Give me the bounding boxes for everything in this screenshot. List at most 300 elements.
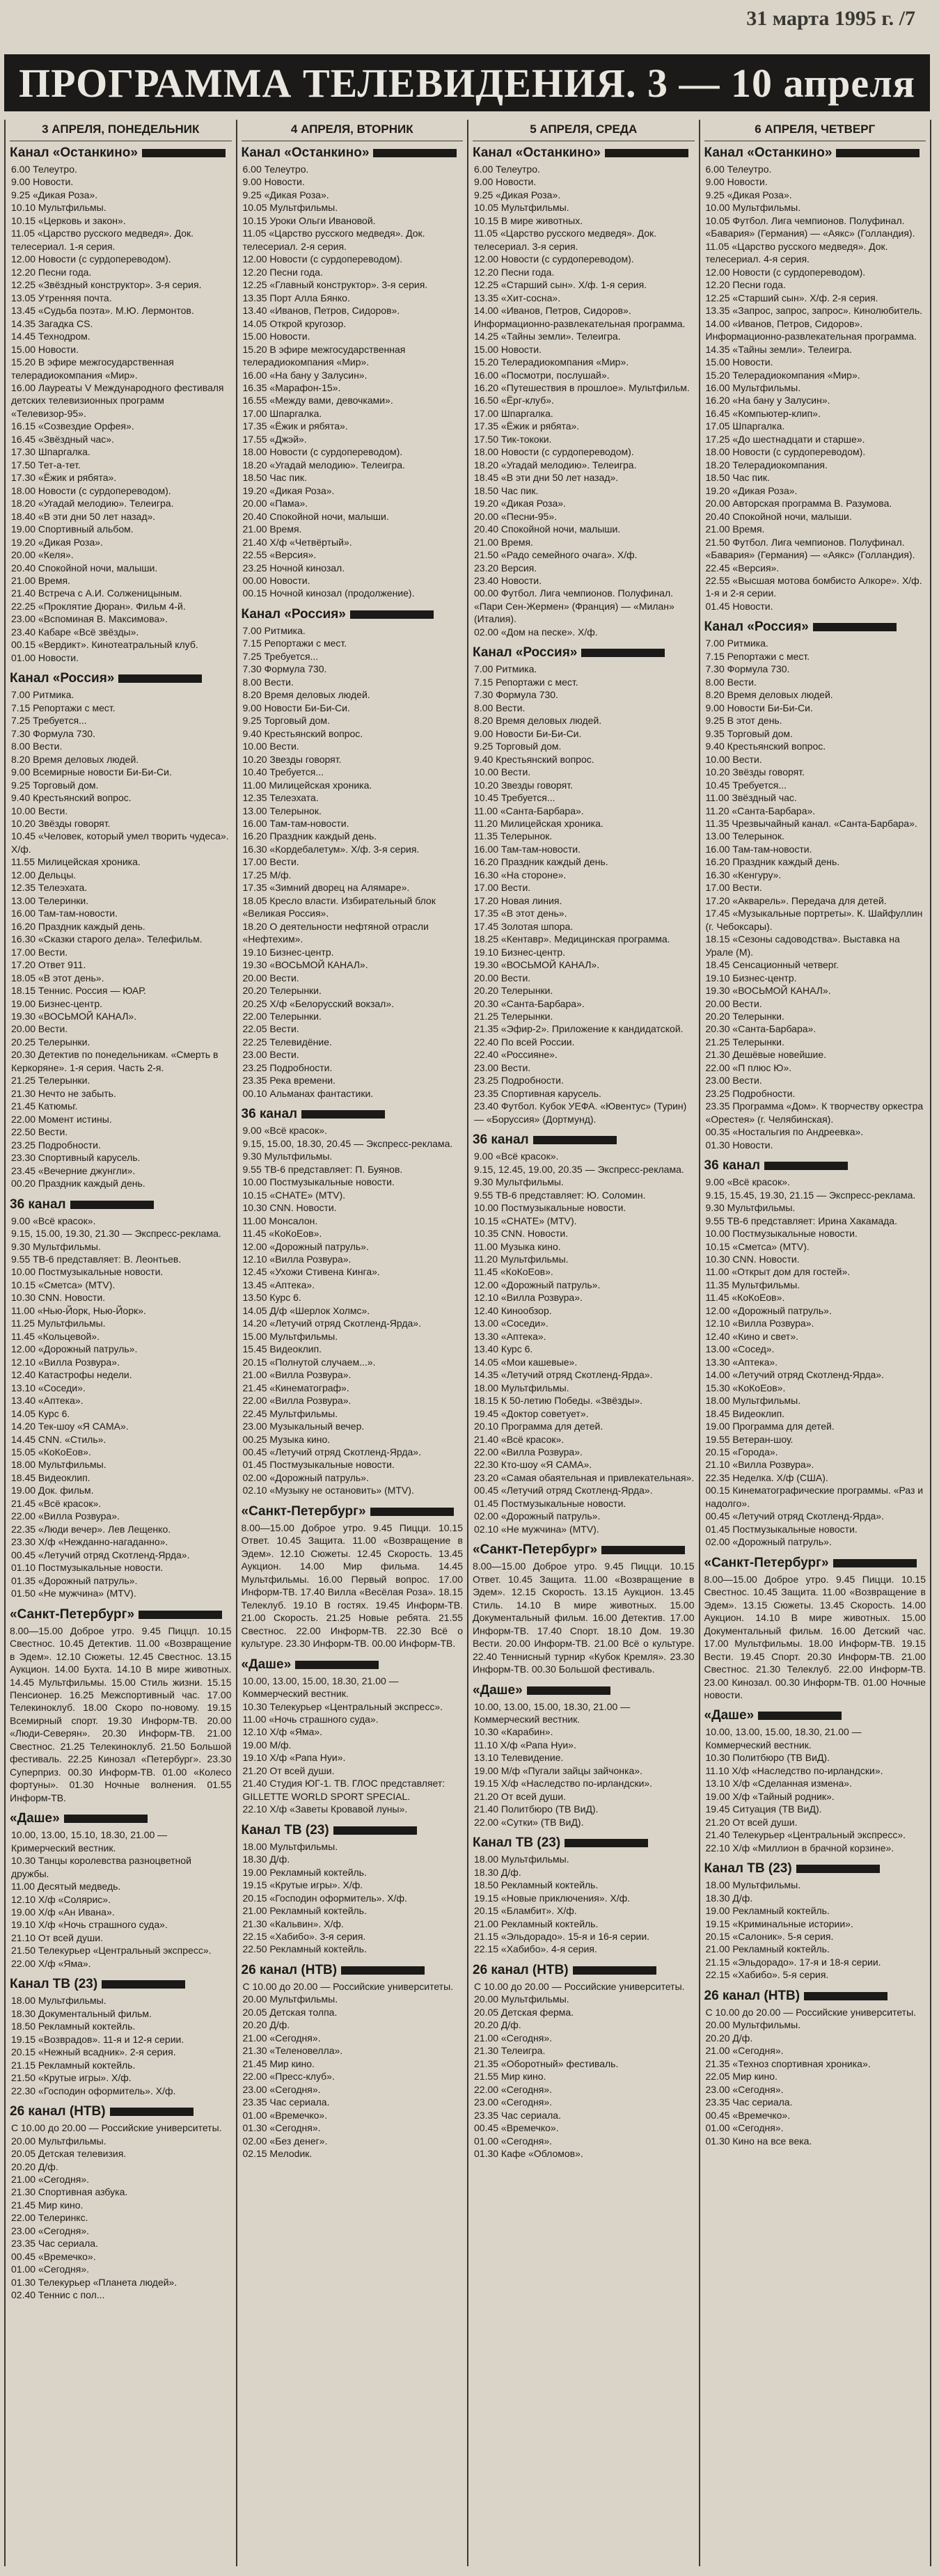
program-listing: 20.25 Телерынки.	[11, 1036, 90, 1048]
program-listing: 12.00 «Дорожный патруль».	[705, 1304, 832, 1316]
program-listing: 11.05 «Царство русского медведя». Док. телесериал. 3-я серия.	[474, 228, 657, 252]
program-listing: 20.15 «Нежный всадник». 2-я серия.	[11, 2046, 176, 2058]
program-listing: 02.00 «Дорожный патруль».	[474, 1510, 601, 1522]
program-listing: 01.45 Постмузыкальные новости.	[705, 1523, 858, 1535]
program-listing: 9.25 «Дикая Роза».	[11, 189, 98, 200]
program-listing: 18.00 Мультфильмы.	[11, 1459, 106, 1471]
program-listing: 20.00 «Песни-95».	[474, 510, 558, 522]
program-listing: 01.00 «Времечко».	[242, 2109, 328, 2121]
program-listing: 11.20 «Санта-Барбара».	[705, 805, 816, 816]
channel-block	[704, 145, 926, 613]
program-listing: 11.00 «Санта-Барбара».	[474, 805, 584, 816]
program-listing: 10.15 «СНАТЕ» (МТV).	[474, 1215, 577, 1226]
program-listing: 9.00 Новости.	[242, 176, 305, 188]
program-listing: 15.20 Телерадиокомпания «Мир».	[474, 356, 629, 368]
program-listing: 17.25 М/ф.	[242, 869, 292, 880]
program-listing: 12.00 Новости (с сурдопереводом).	[242, 253, 403, 265]
channel-block	[10, 1607, 232, 1805]
channel-rule	[565, 1839, 648, 1847]
program-listing: 21.45 Мир кино.	[242, 2057, 315, 2069]
day-column	[6, 120, 237, 2566]
program-listing: 15.00 Новости.	[705, 356, 773, 368]
program-listing: С 10.00 до 20.00 — Российские университеты.	[11, 2122, 222, 2134]
program-listing: 18.45 Сенсационный четверг.	[705, 959, 839, 971]
program-listing: 21.30 «Кальвин». Х/ф.	[242, 1918, 344, 1929]
program-listing: 02.15 Мелоdик.	[242, 2148, 313, 2160]
program-listing: 10.00 Вести.	[11, 805, 68, 816]
program-listing: 18.15 «Сезоны садоводства». Выставка на Урале (М).	[705, 933, 900, 958]
channel-rule	[758, 1712, 842, 1720]
program-listing: 00.45 «Летучий отряд Скотленд-Ярда».	[705, 1510, 884, 1522]
program-listing: 17.30 Шпаргалка.	[11, 446, 90, 458]
program-listing: 10.35 CNN. Новости.	[474, 1228, 569, 1240]
program-listing: 20.10 Программа для детей.	[474, 1421, 603, 1432]
program-listing: 19.00 Бизнес-центр.	[11, 997, 102, 1009]
program-listing: 11.55 Милицейская хроника.	[11, 856, 141, 868]
channel-rule	[601, 1546, 685, 1554]
channel-block	[242, 607, 464, 1100]
program-listing: 02.00 «Дорожный патруль».	[242, 1471, 369, 1483]
program-listing: 12.40 «Кино и свет».	[705, 1330, 798, 1342]
program-listing: 17.20 Новая линия.	[474, 894, 562, 906]
program-listing: 20.00 Вести.	[11, 1023, 68, 1035]
channel-heading	[242, 1657, 464, 1673]
program-listing: 02.40 Теннис с пол...	[11, 2289, 105, 2301]
program-listing: 18.00 Мультфильмы.	[705, 1395, 801, 1407]
program-listing: 11.00 Милицейская хроника.	[242, 779, 372, 791]
program-listing: 17.00 Шпаргалка.	[474, 407, 553, 419]
program-listing: 12.20 Песни года.	[474, 266, 555, 278]
program-listing: 21.00 «Сегодня».	[242, 2032, 321, 2044]
program-listing: 21.00 Рекламный коктейль.	[242, 1905, 367, 1917]
program-listing: 20.20 Д/ф.	[705, 2032, 753, 2044]
program-listing: 11.00 Монсалон.	[242, 1215, 318, 1226]
program-listing: 19.00 Программа для детей.	[705, 1421, 835, 1432]
program-listing: 18.00 Новости (с сурдопереводом).	[705, 446, 866, 458]
program-listing: 10.15 Уроки Ольги Ивановой.	[242, 214, 376, 226]
program-listing: 00.45 «Летучий отряд Скотленд-Ярда».	[11, 1549, 190, 1560]
program-listing: 21.40 Х/ф «Четвёртый».	[242, 536, 352, 548]
program-listing: 10.45 Требуется...	[474, 792, 555, 804]
program-listing: 16.00 Там-там-новости.	[474, 843, 581, 855]
program-listing: 20.00 Вести.	[242, 972, 299, 983]
program-listing: 20.15 «Полнутой случаем...».	[242, 1356, 376, 1368]
program-listing: 14.35 «Тайны земли». Телеигра.	[705, 343, 853, 355]
program-listing: 14.35 Загадка CS.	[11, 317, 93, 329]
program-listing: 19.00 М/ф.	[242, 1739, 292, 1751]
program-listing: 9.00 «Всё красок».	[242, 1125, 327, 1137]
program-listing: 7.15 Репортажи с мест.	[474, 676, 578, 688]
program-listing: 00.10 Альманах фантастики.	[242, 1087, 374, 1099]
channel-rule	[573, 1966, 656, 1975]
program-listing: 7.30 Формула 730.	[242, 663, 327, 675]
program-listing: 11.35 Чрезвычайный канал. «Санта-Барбара».	[705, 817, 917, 829]
channel-block	[704, 1556, 926, 1702]
program-listing: 23.35 Час сериала.	[705, 2096, 793, 2108]
program-listing: 16.00 Лауреаты V Международного фестиваля детских телевизионных программ «Телевизор-95».	[11, 381, 224, 419]
program-listing: 23.25 Подробности.	[11, 1139, 101, 1151]
page-title: ПРОГРАММА ТЕЛЕВИДЕНИЯ. 3 — 10 апреля	[4, 54, 930, 111]
program-listing: 17.55 «Джэй».	[242, 433, 307, 445]
program-listing: 13.40 «Иванов, Петров, Сидоров».	[242, 305, 400, 317]
channel-block	[10, 1811, 232, 1970]
program-listing: 23.35 Спортивная карусель.	[474, 1087, 601, 1099]
program-listing: 14.20 Тек-шоу «Я САМА».	[11, 1421, 129, 1432]
program-listing: 21.40 Телекурьер «Центральный экспресс».	[705, 1829, 906, 1841]
channel-heading	[704, 145, 926, 161]
program-listing: 10.05 Футбол. Лига чемпионов. Полуфинал. «Бавария» (Германия) — «Аякс» (Голландия).	[705, 214, 915, 239]
program-listing: 20.30 «Санта-Барбара».	[474, 997, 585, 1009]
program-listing: 13.05 Утренняя почта.	[11, 292, 112, 303]
channel-heading	[10, 1197, 232, 1212]
program-listing: 19.00 Рекламный коктейль.	[242, 1866, 367, 1878]
program-listing: 21.50 Телекурьер «Центральный экспресс».	[11, 1945, 212, 1957]
program-listing: 17.30 «Ёжик и рябята».	[11, 472, 117, 484]
program-listing: 20.00 Мультфильмы.	[705, 2019, 801, 2031]
program-listing: 01.00 Новости.	[11, 651, 79, 663]
program-listing: 21.15 Рекламный коктейль.	[11, 2059, 136, 2071]
program-listing: 16.00 «На бану у Залусин».	[242, 369, 368, 381]
program-listing: 20.25 Х/ф «Белорусский вокзал».	[242, 997, 394, 1009]
day-heading: 5 АПРЕЛЯ, СРЕДА	[473, 120, 695, 141]
channel-rule	[295, 1661, 379, 1669]
channel-rule	[110, 2108, 194, 2116]
program-listing: 21.25 Телерынки.	[474, 1011, 553, 1022]
program-listing: 16.20 «На бану у Залусин».	[705, 395, 830, 406]
channel-name: 26 канал (НТВ)	[473, 1962, 569, 1977]
channel-heading	[704, 1708, 926, 1723]
program-listing: 00.35 «Ностальгия по Андреевка».	[705, 1126, 864, 1138]
program-listing: 21.20 От всей души.	[242, 1764, 335, 1776]
program-listing: 11.00 Десятый медведь.	[11, 1881, 121, 1893]
program-listing: 21.10 «Вилла Розвура».	[705, 1459, 814, 1471]
program-listing: 16.00 Там-там-новости.	[11, 908, 118, 919]
program-listing: 6.00 Телеутро.	[705, 164, 772, 175]
program-listing: 18.20 О деятельности нефтяной отрасли «Нефтехим».	[242, 920, 429, 945]
program-listing: 21.25 Телерынки.	[705, 1036, 784, 1048]
program-listing: 20.00 Мультфильмы.	[242, 1993, 338, 2005]
program-listing: 18.00 Мультфильмы.	[474, 1854, 569, 1865]
program-listing: 21.30 Спортивная азбука.	[11, 2186, 128, 2198]
program-listing: 00.45 «Времечко».	[705, 2109, 791, 2121]
program-listing: 12.25 «Старший сын». Х/ф. 1-я серия.	[474, 279, 647, 291]
program-listing: 12.10 Х/ф «Солярис».	[11, 1893, 111, 1905]
program-listing: 9.30 Мультфильмы.	[11, 1240, 101, 1252]
program-listing: 17.45 Золотая шпора.	[474, 920, 574, 932]
program-listing: 21.00 Время.	[242, 523, 302, 535]
channel-rule	[350, 610, 434, 619]
program-listing: 22.10 Х/ф «Заветы Кровавой луны».	[242, 1803, 408, 1815]
program-listing: 18.40 «В эти дни 50 лет назад».	[11, 510, 156, 522]
program-listing: 8.20 Время деловых людей.	[11, 753, 139, 765]
channel-heading	[473, 1132, 695, 1148]
program-listing: 01.45 Постмузыкальные новости.	[242, 1459, 395, 1471]
program-listing: 18.20 «Угадай мелодию». Телеигра.	[11, 498, 174, 509]
program-listing: 22.30 Кто-шоу «Я САМА».	[474, 1459, 592, 1471]
program-listing: 15.05 «КоКоЕов».	[11, 1446, 91, 1457]
program-listing: 02.00 «Дом на песке». Х/ф.	[474, 626, 598, 638]
channel-rule	[64, 1815, 148, 1823]
program-listing: 7.30 Формула 730.	[705, 663, 790, 675]
channel-rule	[370, 1508, 454, 1516]
program-listing: 00.15 Ночной кинозал (продолжение).	[242, 587, 415, 599]
channel-block	[10, 671, 232, 1190]
program-listing: 21.55 Мир кино.	[474, 2071, 546, 2083]
program-listing: 17.00 Вести.	[242, 856, 299, 868]
channel-block	[10, 2104, 232, 2302]
channel-heading	[473, 645, 695, 661]
program-listing: 01.45 Новости.	[705, 600, 773, 612]
program-listing: 10.00 Вести.	[474, 766, 531, 778]
program-listing: 16.20 Праздник каждый день.	[705, 856, 840, 868]
channel-heading	[242, 145, 464, 161]
channel-name: Канал «Останкино»	[473, 145, 601, 160]
program-listing: 18.15 Тенниc. Россия — ЮАР.	[11, 985, 146, 997]
program-listing: 9.30 Мультфильмы.	[474, 1176, 564, 1188]
program-listing: 00.00 Новости.	[242, 575, 310, 586]
program-listing: 9.00 Новости Би-Би-Си.	[242, 702, 350, 713]
program-listing: 21.35 «Техноз спортивная хроника».	[705, 2057, 871, 2069]
program-listing: 20.20 Д/ф.	[11, 2160, 58, 2172]
program-listing: 21.40 Встреча с А.И. Солженицыным.	[11, 587, 182, 599]
channel-block	[473, 645, 695, 1125]
program-listing: 12.00 «Дорожный патруль».	[11, 1343, 138, 1355]
program-listing: 21.30 Дешёвые новейшие.	[705, 1049, 827, 1061]
program-listing: 10.10 Мультфильмы.	[11, 202, 106, 214]
program-listing: 22.30 «Господин оформитель». Х/ф.	[11, 2085, 176, 2096]
program-listing: 10.30 CNN. Новости.	[705, 1253, 800, 1265]
program-listing: 11.00 Музыка кино.	[474, 1240, 561, 1252]
program-listing: 22.00 Момент истины.	[11, 1113, 112, 1125]
program-listing: 11.35 Телерынок.	[474, 830, 553, 842]
program-listing: 23.25 Подробности.	[705, 1087, 796, 1099]
channel-block	[704, 1158, 926, 1549]
program-listing: 22.45 Мультфильмы.	[242, 1407, 338, 1419]
program-listing: 12.20 Песни года.	[11, 266, 92, 278]
program-listing: 12.10 «Вилла Розвура».	[705, 1318, 814, 1329]
program-listing: 12.00 Новости (с сурдопереводом).	[705, 266, 866, 278]
program-listing: 20.40 Спокойной ночи, малыши.	[242, 510, 389, 522]
channel-rule	[764, 1162, 848, 1170]
program-listing: 23.35 Программа «Дом». К творчеству оркестра «Орестея» (г. Челябинская).	[705, 1100, 924, 1125]
program-listing: 10.05 Мультфильмы.	[474, 202, 569, 214]
channel-name: Канал «Россия»	[241, 606, 346, 622]
day-heading: 3 АПРЕЛЯ, ПОНЕДЕЛЬНИК	[10, 120, 232, 141]
channel-heading	[10, 671, 232, 686]
program-listing: 13.50 Курс 6.	[242, 1292, 301, 1304]
channel-heading	[242, 1823, 464, 1838]
channel-block	[10, 145, 232, 664]
program-listing: 16.20 Праздник каждый день.	[242, 830, 377, 842]
program-listing: 18.50 Рекламный коктейль.	[11, 2021, 136, 2032]
program-listing: 7.25 Требуется...	[11, 715, 87, 727]
program-listing: 9.00 Новости.	[705, 176, 768, 188]
channel-name: Канал «Останкино»	[704, 145, 833, 160]
program-listing: 23.25 Ночной кинозал.	[242, 562, 345, 574]
program-listing: 19.15 «Крутые игры». Х/ф.	[242, 1879, 363, 1891]
channel-heading	[10, 2104, 232, 2119]
program-listing: 20.00 Вести.	[705, 997, 762, 1009]
program-listing: 16.45 «Компьютер-клип».	[705, 407, 821, 419]
program-listing: 15.00 Новости.	[474, 343, 542, 355]
program-listing: 9.00 Новости.	[474, 176, 537, 188]
program-listing: 7.00 Ритмика.	[474, 663, 537, 675]
program-listing: 22.45 «Версия».	[705, 562, 780, 574]
program-listing: 10.00, 13.00, 15.00, 18.30, 21.00 — Коммерческий вестник.	[474, 1700, 631, 1725]
program-listing: 7.00 Ритмика.	[242, 624, 306, 636]
program-listing: 02.00 «Дорожный патруль».	[705, 1536, 832, 1548]
program-listing: 01.50 «Не мужчина» (МТV).	[11, 1588, 136, 1599]
program-listing: 16.20 Праздник каждый день.	[11, 920, 145, 932]
program-listing: 9.55 ТВ-6 представляет: В. Леонтьев.	[11, 1253, 182, 1265]
program-listing: 19.20 «Дикая Роза».	[705, 484, 798, 496]
channel-name: «Даше»	[704, 1708, 755, 1723]
program-listing: 00.45 «Летучий отряд Скотленд-Ярда».	[242, 1446, 421, 1457]
program-listing: 13.45 «Аптека».	[242, 1279, 315, 1290]
channel-heading	[10, 1977, 232, 1992]
program-listing: 22.00 «Сегодня».	[474, 2083, 553, 2095]
program-listing: 16.45 «Звёздный час».	[11, 433, 114, 445]
program-listing: 15.00 Новости.	[11, 343, 79, 355]
program-listing: 8.20 Время деловых людей.	[474, 715, 602, 727]
program-listing: 12.40 Кинообзор.	[474, 1304, 552, 1316]
program-listing: 13.30 «Аптека».	[705, 1356, 778, 1368]
channel-rule	[142, 149, 226, 157]
program-listing: 23.40 Новости.	[474, 575, 542, 586]
program-listing: 19.30 «ВОСЬМОЙ КАНАЛ».	[242, 959, 368, 971]
program-listing: 20.20 Д/ф.	[242, 2019, 290, 2031]
program-listing: 9.55 ТВ-6 представляет: Ю. Соломин.	[474, 1189, 646, 1201]
channel-heading	[473, 145, 695, 161]
channel-rule	[605, 149, 688, 157]
program-listing: 14.45 CNN. «Стиль».	[11, 1433, 106, 1445]
program-listing: 20.00 Мультфильмы.	[11, 2135, 106, 2147]
program-listing: 11.45 «КоКоЕов».	[242, 1228, 322, 1240]
program-listing: 21.15 «Эльдорадо». 17-я и 18-я серии.	[705, 1956, 881, 1968]
program-listing: 11.45 «КоКоЕов».	[474, 1266, 553, 1278]
program-listing: 21.00 «Вилла Розвура».	[242, 1369, 352, 1381]
program-listing: 13.45 «Судьба поэта». М.Ю. Лермонтов.	[11, 305, 194, 317]
program-listing: 18.50 Час пик.	[705, 472, 770, 484]
program-listing: 11.45 «Кольцевой».	[11, 1330, 100, 1342]
channel-name: Канал ТВ (23)	[704, 1861, 792, 1876]
program-listing: 18.50 Рекламный коктейль.	[474, 1879, 599, 1891]
program-listing: 00.20 Праздник каждый день.	[11, 1178, 145, 1190]
program-listing: 10.15 «Сметса» (МТV).	[11, 1279, 116, 1290]
channel-name: Канал «Россия»	[473, 645, 578, 661]
program-listing: 21.30 Телеигра.	[474, 2045, 546, 2057]
program-listing: 21.00 «Сегодня».	[705, 2045, 784, 2057]
program-listing: 20.00 «Пама».	[242, 498, 308, 509]
program-listing: 21.45 Катюмьг.	[11, 1100, 78, 1112]
program-listing: 9.25 Торговый дом.	[474, 741, 562, 752]
day-heading: 4 АПРЕЛЯ, ВТОРНИК	[242, 120, 464, 141]
program-listing: 13.00 Телеринки.	[11, 894, 89, 906]
program-listing: 22.40 По всей России.	[474, 1036, 575, 1048]
channel-block	[473, 1542, 695, 1675]
program-listing: 6.00 Телеутро.	[242, 164, 309, 175]
program-listing: 21.30 Нечто не забыть.	[11, 1087, 116, 1099]
program-listing: 15.20 В эфире межгосударственная телерадиокомпания «Мир».	[242, 343, 406, 368]
program-listing: 12.00 Дельцы.	[11, 869, 77, 880]
channel-name: Канал ТВ (23)	[241, 1822, 329, 1838]
program-listing: 22.00 «Вилла Розвура».	[474, 1446, 583, 1457]
program-listing: 13.35 «Хит-сосна».	[474, 292, 561, 303]
program-listing: 16.55 «Между вами, девочками».	[242, 395, 393, 406]
program-listing: 23.45 «Вечерние джунгли».	[11, 1164, 136, 1176]
program-listing: 12.10 «Вилла Розвура».	[242, 1253, 352, 1265]
program-listing: 21.00 Время.	[474, 536, 533, 548]
program-listing: 11.00 «Ночь страшного суда».	[242, 1713, 379, 1725]
program-listing: 8.00 Вести.	[474, 702, 526, 713]
program-listing: 9.55 ТВ-6 представляет: Ирина Хакамада.	[705, 1215, 897, 1226]
channel-heading	[704, 1989, 926, 2004]
channel-block	[242, 1107, 464, 1497]
program-listing: 18.50 Час пик.	[474, 484, 539, 496]
program-listing: 22.50 Вести.	[11, 1126, 68, 1138]
program-listing: 17.00 Вести.	[11, 946, 68, 958]
program-listing: 11.05 «Царство русского медведя». Док. телесериал. 2-я серия.	[242, 228, 425, 252]
program-listing: 19.10 Х/ф «Рапа Нуи».	[242, 1752, 346, 1764]
program-listing: 23.20 «Самая обаятельная и привлекательная».	[474, 1471, 695, 1483]
channel-rule	[301, 1110, 385, 1119]
program-listing: 17.05 Шпаргалка.	[705, 420, 785, 432]
program-listing: 19.30 «ВОСЬМОЙ КАНАЛ».	[705, 985, 831, 997]
program-listing: 9.00 Новости Би-Би-Си.	[705, 702, 813, 713]
program-listing: 17.00 Шпаргалка.	[242, 407, 322, 419]
program-listing: 00.45 «Летучий отряд Скотленд-Ярда».	[474, 1485, 653, 1496]
program-listing: 10.45 Требуется...	[705, 779, 787, 791]
program-listing: 20.00 Мультфильмы.	[474, 1993, 569, 2005]
program-listing: 13.10 «Соседи».	[11, 1382, 86, 1393]
program-listing: 01.00 «Сегодня».	[11, 2263, 90, 2275]
program-listing: 14.05 Курс 6.	[11, 1407, 70, 1419]
program-listing: 20.05 Детская телевизия.	[11, 2148, 127, 2160]
program-listing: 21.15 «Эльдорадо». 15-я и 16-я серии.	[474, 1931, 650, 1942]
program-listing: 10.00 Постмузыкальные новости.	[242, 1176, 395, 1188]
program-listing: 23.00 «Сегодня».	[474, 2096, 553, 2108]
program-listing: 14.05 Открой кругозор.	[242, 317, 347, 329]
program-listing: 00.15 Кинематографические программы. «Раз и надолго».	[705, 1485, 924, 1509]
channel-block	[473, 1835, 695, 1956]
channel-block	[704, 1861, 926, 1982]
channel-block	[473, 145, 695, 638]
program-listing: 6.00 Телеутро.	[474, 164, 540, 175]
program-listing: 6.00 Телеутро.	[11, 164, 77, 175]
program-listing: 10.00 Постмузыкальные новости.	[11, 1266, 164, 1278]
program-listing: 9.00 «Всё красок».	[11, 1215, 96, 1226]
program-listing: 10.45 «Человек, который умел творить чудеса». Х/ф.	[11, 830, 229, 855]
program-listing: 17.35 «В этот день».	[474, 908, 567, 919]
program-listing: 18.30 Документальный фильм.	[11, 2007, 152, 2019]
program-listing: 17.00 Вести.	[705, 882, 762, 894]
channel-rule	[139, 1611, 222, 1619]
program-listing: 18.20 Телерадиокомпания.	[705, 459, 828, 471]
program-listing: 12.00 Новости (с сурдопереводом).	[11, 253, 171, 265]
channel-block	[242, 1823, 464, 1956]
program-listing: 20.40 Спокойной ночи, малыши.	[474, 523, 621, 535]
program-listing: 7.30 Формула 730.	[11, 727, 95, 739]
channel-rule	[533, 1136, 617, 1144]
program-listing: 21.50 «Радо семейного очага». Х/ф.	[474, 549, 638, 561]
channel-name: Канал «Россия»	[10, 671, 115, 686]
program-listing: 9.30 Мультфильмы.	[242, 1151, 333, 1162]
program-listing: 18.00 Мультфильмы.	[705, 1879, 801, 1891]
program-listing: 23.00 «Вспоминая В. Максимова».	[11, 613, 168, 625]
program-listing: 00.00 Футбол. Лига чемпионов. Полуфинал. «Пари Сен-Жермен» (Франция) — «Милан» (Италия).	[474, 587, 674, 625]
channel-name: Канал ТВ (23)	[473, 1835, 561, 1851]
program-listing: 18.45 Видеоклип.	[11, 1471, 90, 1483]
